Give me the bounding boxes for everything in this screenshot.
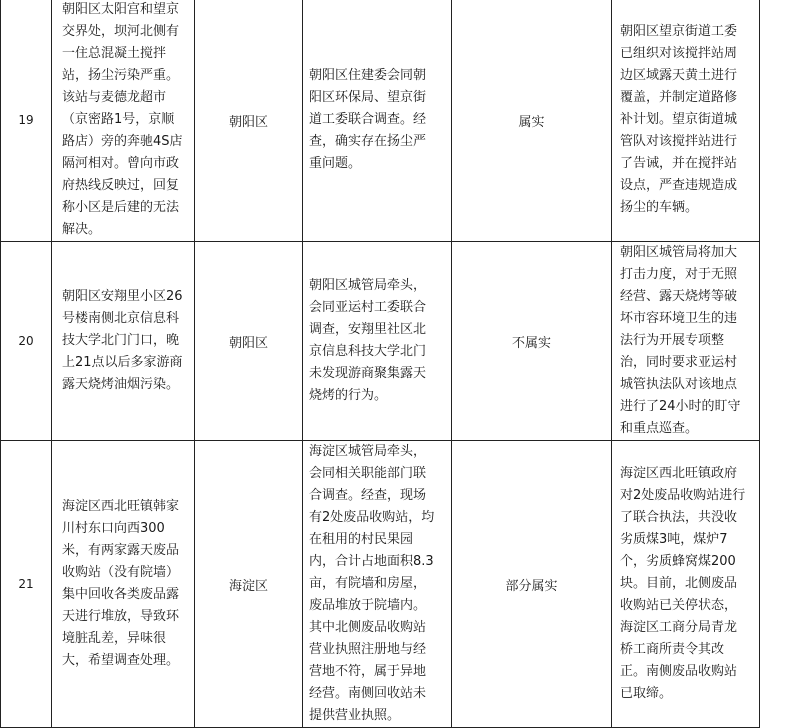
verification-result: 不属实: [452, 242, 612, 441]
table-row: [1, 242, 760, 441]
district-cell: 海淀区: [195, 441, 303, 728]
action-cell: [612, 441, 760, 728]
table-row: [1, 441, 760, 728]
complaint-description: 朝阳区太阳宫和望京 交界处，坝河北侧有 一住总混凝土搅拌 站，扬尘污染严重。 该站与麦德龙超市 （京密路1号，京顺 路店）旁的奔驰4S店 隔河相对。曾向市政 府热线反映过，回复 称小区是后建的无法 解决。: [62, 2, 183, 237]
investigation-text: 朝阳区城管局牵头， 会同亚运村工委联合 调查，安翔里社区北 京信息科技大学北门 未发现游商聚集露天 烧烤的行为。: [309, 278, 427, 403]
action-cell: [612, 0, 760, 242]
action-text: 朝阳区城管局将加大 打击力度，对于无照 经营、露天烧烤等破 坏市容环境卫生的违 法行为开展专项整 治，同时要求亚运村 城管执法队对该地点 进行了24小时的盯守 和重点巡查。: [620, 245, 741, 436]
action-text: 朝阳区望京街道工委 已组织对该搅拌站周 边区域露天黄土进行 覆盖，并制定道路修 补计划。望京街道城 管队对该搅拌站进行 了告诫，并在搅拌站 设点，严查违规造成 扬尘的车辆。: [620, 24, 738, 215]
verification-result: 属实: [452, 0, 612, 242]
district-cell: 朝阳区: [195, 0, 303, 242]
verification-result: 部分属实: [452, 441, 612, 728]
investigation-cell: [303, 0, 452, 242]
table-row: [1, 0, 760, 242]
complaint-description: 朝阳区安翔里小区26 号楼南侧北京信息科 技大学北门门口，晚 上21点以后多家游商 露天烧烤油烟污染。: [62, 289, 183, 392]
row-index: 20: [1, 242, 52, 441]
action-text: 海淀区西北旺镇政府 对2处废品收购站进行 了联合执法，共没收 劣质煤3吨，煤炉7 个，劣质蜂窝煤200 块。目前，北侧废品 收购站已关停状态， 海淀区工商分局青龙 桥工商所责令其改 正。南侧废品收购站 已取缔。: [620, 466, 746, 701]
complaint-description-cell: [52, 0, 195, 242]
investigation-text: 海淀区城管局牵头， 会同相关职能部门联 合调查。经查，现场 有2处废品收购站，均 在租用的村民果园 内，合计占地面积8.3 亩，有院墙和房屋， 废品堆放于院墙内。 其中北侧废品收购站 营业执照注册地与经 营地不符，属于异地 经营。南侧回收站未 提供营业执照。: [309, 444, 435, 723]
investigation-cell: [303, 441, 452, 728]
investigation-text: 朝阳区住建委会同朝 阳区环保局、望京街 道工委联合调查。经 查，确实存在扬尘严 重问题。: [309, 68, 427, 171]
investigation-cell: [303, 242, 452, 441]
complaint-description-cell: [52, 242, 195, 441]
row-index: 19: [1, 0, 52, 242]
district-cell: 朝阳区: [195, 242, 303, 441]
row-index: 21: [1, 441, 52, 728]
complaint-description: 海淀区西北旺镇韩家 川村东口向西300 米，有两家露天废品 收购站（没有院墙） 集中回收各类废品露 天进行堆放，导致环 境脏乱差，异味很 大，希望调查处理。: [62, 499, 180, 668]
action-cell: [612, 242, 760, 441]
complaint-description-cell: [52, 441, 195, 728]
